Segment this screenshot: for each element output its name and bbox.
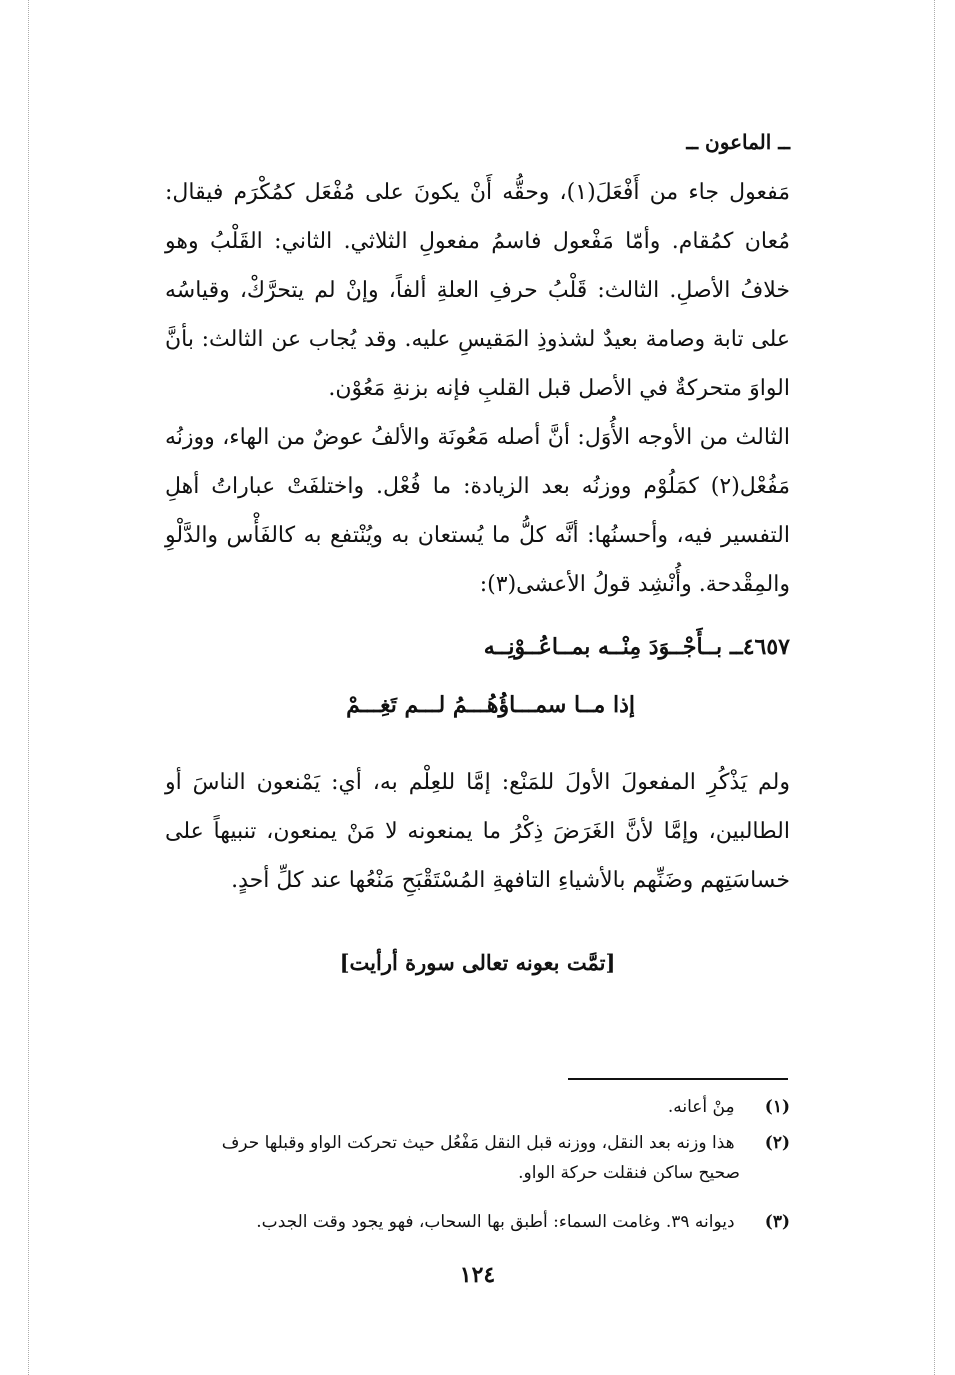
footnote-number: (١) — [764, 1097, 790, 1117]
footnote-text: ديوانه ٣٩. وغامت السماء: أطبق بها السحاب، فهو يجود وقت الجدب. — [256, 1212, 735, 1232]
footnote-number: (٣) — [764, 1212, 790, 1232]
footnote-2 — [165, 1128, 790, 1188]
footnote-separator — [568, 1078, 788, 1080]
page-number: ١٢٤ — [459, 1262, 496, 1288]
footnote-text: مِنْ أعانه. — [667, 1097, 735, 1117]
verse-hemistich-1: بــأَجْــوَدَ مِنْــه بمــاعُــوْنِــه — [483, 634, 723, 660]
paragraph-3: ولم يَذْكُرِ المفعولَ الأولَ للمَنْع: إمَّا للعِلْم به، أي: يَمْنعون الناسَ أو الطالبين، وإمَّا لأنَّ الغَرَضَ ذِكْرُ ما يمنعونه لا مَنْ يمنعون، تنبيهاً على خساسَتِهم وضَنِّهم بالأشياءِ التافهةِ المُسْتَقْبَحِ مَنْعُها عند كلِّ أحدٍ. — [165, 770, 790, 893]
page-edge-right — [934, 0, 935, 1375]
verse-hemistich-2: إذا مــا سمـــاؤُهُـــمُ لـــم تَغِـــمْ — [346, 692, 635, 718]
footnote-text-continuation: صحيح ساكن فنقلت حركة الواو. — [518, 1163, 740, 1183]
footnote-1 — [165, 1092, 790, 1122]
paragraph-2: الثالث من الأوجه الأُوَل: أنَّ أصله مَعُونَة والألفُ عوضٌ من الهاء، ووزنُه مَفُعْل(٢) كمَلُوْم ووزنُه بعد الزيادة: ما فُعْل. واختلفَتْ عباراتُ أهلِ التفسير فيه، وأحسنُها: أنَّه كلُّ ما يُستعان به ويُنْتفع به كالفَأْس والدَّلْوِ والمِقْدحة. وأُنْشِد قولُ الأعشى(٣): — [165, 425, 790, 597]
footnote-text: هذا وزنه بعد النقل، ووزنه قبل النقل مَفْعُل حيث تحركت الواو وقبلها حرف — [221, 1133, 735, 1153]
verse-number: ٤٦٥٧ــ — [729, 634, 790, 660]
paragraph-1: مَفعول جاء من أَفْعَلَ(١)، وحقُّه أَنْ يكونَ على مُفْعَل كمُكْرَم فيقال: مُعان كمُقام. وأمّا مَفْعول فاسمُ مفعولِ الثلاثي. الثاني: القَلْبُ وهو خلافُ الأصلِ. الثالث: قَلْبُ حرفِ العلةِ ألفاً، وإنْ لم يتحرَّكْ، وقياسُه على تابة وصامة بعيدٌ لشذوذِ المَقيسِ عليه. وقد يُجاب عن الثالث: بأنَّ الواوَ متحركةٌ في الأصل قبل القلبِ فإنه بزنةِ مَعُوْن. — [165, 180, 790, 401]
footnote-number: (٢) — [764, 1133, 790, 1153]
verse-line-1 — [160, 625, 790, 669]
footnote-3 — [165, 1207, 790, 1237]
surah-closing-note: [تمَّت بعونه تعالى سورة أرأيت] — [339, 950, 616, 975]
running-header: ــ الماعون ــ — [686, 130, 790, 154]
page-edge-left — [28, 0, 29, 1375]
